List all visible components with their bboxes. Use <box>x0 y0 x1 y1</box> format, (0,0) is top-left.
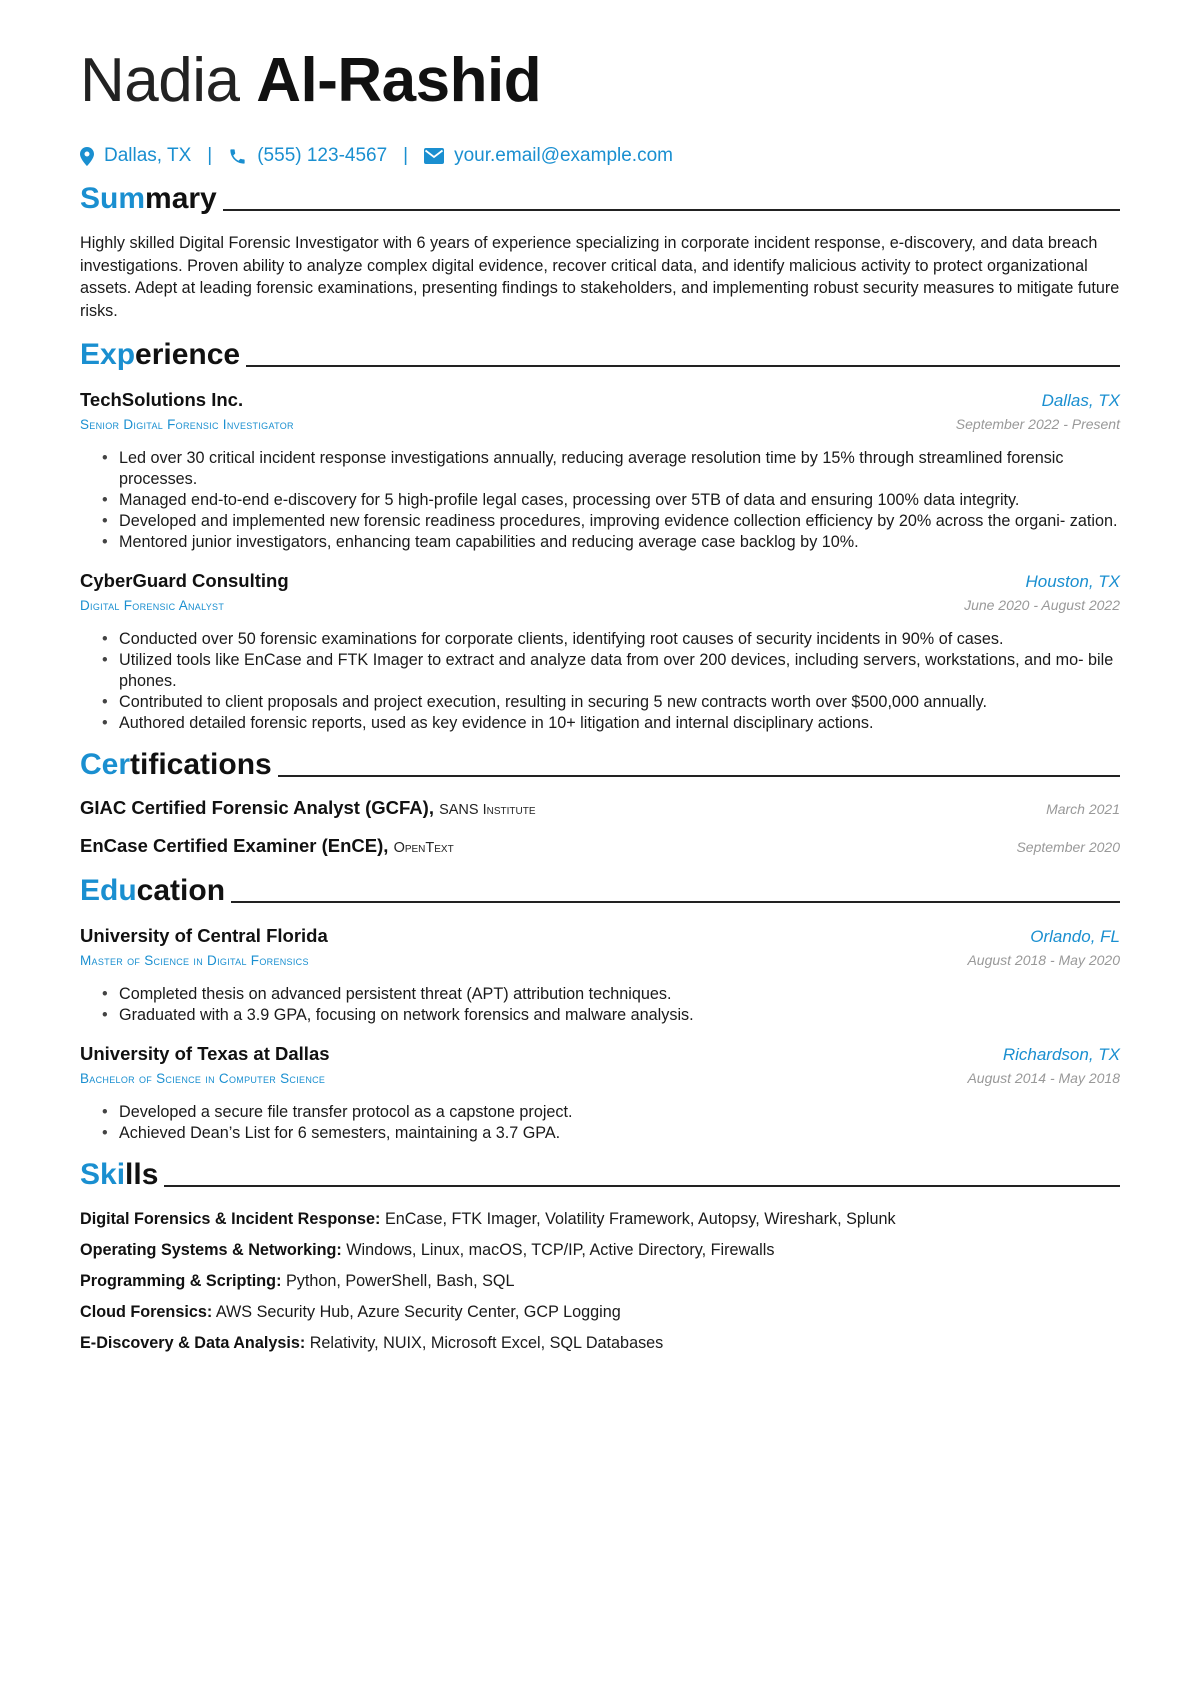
skills-heading: Skills <box>80 1156 1120 1192</box>
section-divider <box>164 1185 1120 1187</box>
list-item: • Developed and implemented new forensic readiness procedures, improving evidence collection efficiency by 20% across the organi- zation. <box>102 511 1120 532</box>
job-dates: September 2022 - Present <box>955 416 1120 432</box>
school-name: University of Texas at Dallas <box>80 1043 330 1064</box>
section-divider <box>231 901 1120 903</box>
last-name: Al-Rashid <box>256 46 542 115</box>
experience-entry <box>80 388 1120 553</box>
degree-name: Master of Science in Digital Forensics <box>80 953 309 968</box>
summary-heading: Summary <box>80 180 1120 216</box>
job-dates: June 2020 - August 2022 <box>964 597 1120 613</box>
certification-issuer: OpenText <box>393 840 454 856</box>
company-name: CyberGuard Consulting <box>80 570 289 591</box>
list-item: • Completed thesis on advanced persistent threat (APT) attribution techniques. <box>102 984 1120 1005</box>
contact-phone <box>228 144 387 168</box>
school-location: Richardson, TX <box>1002 1045 1120 1064</box>
list-item: • Mentored junior investigators, enhancing team capabilities and reducing average case backlog by 10%. <box>102 532 1120 553</box>
skill-row <box>80 1332 1120 1354</box>
list-item: • Graduated with a 3.9 GPA, focusing on network forensics and malware analysis. <box>102 1005 1120 1026</box>
list-item: • Contributed to client proposals and project execution, resulting in securing 5 new contracts worth over $500,000 annually. <box>102 692 1120 713</box>
education-bullets <box>80 984 1120 1026</box>
certifications-heading: Certifications <box>80 746 1120 782</box>
envelope-icon <box>424 148 444 164</box>
job-bullets <box>80 629 1120 734</box>
skill-values: Windows, Linux, macOS, TCP/IP, Active Directory, Firewalls <box>346 1241 775 1259</box>
skill-values: Relativity, NUIX, Microsoft Excel, SQL Databases <box>309 1334 664 1352</box>
section-divider <box>223 209 1120 211</box>
school-name: University of Central Florida <box>80 925 328 946</box>
phone-icon <box>228 147 247 166</box>
certification-name: EnCase Certified Examiner (EnCE) <box>80 835 384 856</box>
list-item: • Authored detailed forensic reports, used as key evidence in 10+ litigation and internal disciplinary actions. <box>102 713 1120 734</box>
list-item: • Conducted over 50 forensic examinations for corporate clients, identifying root causes of security incidents in 90% of cases. <box>102 629 1120 650</box>
resume-page <box>80 40 1120 1363</box>
skill-values: EnCase, FTK Imager, Volatility Framework, Autopsy, Wireshark, Splunk <box>384 1210 896 1228</box>
first-name: Nadia <box>80 46 240 115</box>
phone-text: (555) 123-4567 <box>257 145 388 166</box>
skill-values: Python, PowerShell, Bash, SQL <box>285 1272 515 1290</box>
skill-row <box>80 1301 1120 1323</box>
contact-separator: | <box>207 145 213 166</box>
skills-list <box>80 1208 1120 1354</box>
skill-category: E-Discovery & Data Analysis: <box>80 1334 306 1352</box>
education-heading: Education <box>80 872 1120 908</box>
skill-row <box>80 1270 1120 1292</box>
location-text: Dallas, TX <box>104 145 192 166</box>
degree-name: Bachelor of Science in Computer Science <box>80 1071 326 1086</box>
education-dates: August 2014 - May 2018 <box>967 1070 1120 1086</box>
skill-category: Digital Forensics & Incident Response: <box>80 1210 381 1228</box>
job-bullets <box>80 448 1120 553</box>
education-entry <box>80 924 1120 1026</box>
map-pin-icon <box>80 147 94 166</box>
section-divider <box>246 365 1120 367</box>
candidate-name <box>80 40 1120 122</box>
list-item: • Developed a secure file transfer protocol as a capstone project. <box>102 1102 1120 1123</box>
list-item: • Managed end-to-end e-discovery for 5 high-profile legal cases, processing over 5TB of data and ensuring 100% data integrity. <box>102 490 1120 511</box>
education-entry <box>80 1042 1120 1144</box>
experience-entry <box>80 569 1120 734</box>
certification-name: GIAC Certified Forensic Analyst (GCFA) <box>80 797 429 818</box>
list-item: • Utilized tools like EnCase and FTK Imager to extract and analyze data from over 200 devices, including servers, workstations, and mo- bile phones. <box>102 650 1120 692</box>
certification-date: September 2020 <box>1016 839 1120 855</box>
contact-email <box>424 144 673 168</box>
certification-date: March 2021 <box>1046 801 1120 817</box>
summary-text: Highly skilled Digital Forensic Investigator with 6 years of experience specializing in corporate incident response, e-discovery, and data breach investigations. Proven ability to analyze complex digital evidence, recover critical data, and identify malicious activity to protect organizational assets. Adept at leading forensic examinations, presenting findings to stakeholders, and implementing robust security measures to mitigate future risks. <box>80 234 1120 320</box>
contact-separator: | <box>403 145 409 166</box>
list-item: • Led over 30 critical incident response investigations annually, reducing average resolution time by 15% through streamlined forensic processes. <box>102 448 1120 490</box>
education-bullets <box>80 1102 1120 1144</box>
contact-bar <box>80 144 1120 168</box>
skill-category: Cloud Forensics: <box>80 1303 213 1321</box>
list-item: • Achieved Dean’s List for 6 semesters, maintaining a 3.7 GPA. <box>102 1123 1120 1144</box>
education-dates: August 2018 - May 2020 <box>967 952 1120 968</box>
certification-entry: GIAC Certified Forensic Analyst (GCFA), SANS Institute March 2021 <box>80 797 1120 818</box>
skill-row <box>80 1208 1120 1230</box>
skill-values: AWS Security Hub, Azure Security Center, GCP Logging <box>215 1303 621 1321</box>
skill-category: Programming & Scripting: <box>80 1272 282 1290</box>
skill-category: Operating Systems & Networking: <box>80 1241 342 1259</box>
skill-row <box>80 1239 1120 1261</box>
job-location: Houston, TX <box>1025 572 1120 591</box>
school-location: Orlando, FL <box>1030 927 1120 946</box>
contact-location <box>80 144 191 168</box>
job-title: Digital Forensic Analyst <box>80 598 225 613</box>
email-link[interactable]: your.email@example.com <box>454 145 673 166</box>
certification-entry: EnCase Certified Examiner (EnCE), OpenText September 2020 <box>80 835 1120 856</box>
certification-issuer: SANS Institute <box>439 802 536 818</box>
section-divider <box>278 775 1120 777</box>
job-title: Senior Digital Forensic Investigator <box>80 417 294 432</box>
experience-heading: Experience <box>80 336 1120 372</box>
job-location: Dallas, TX <box>1041 391 1120 410</box>
company-name: TechSolutions Inc. <box>80 389 244 410</box>
